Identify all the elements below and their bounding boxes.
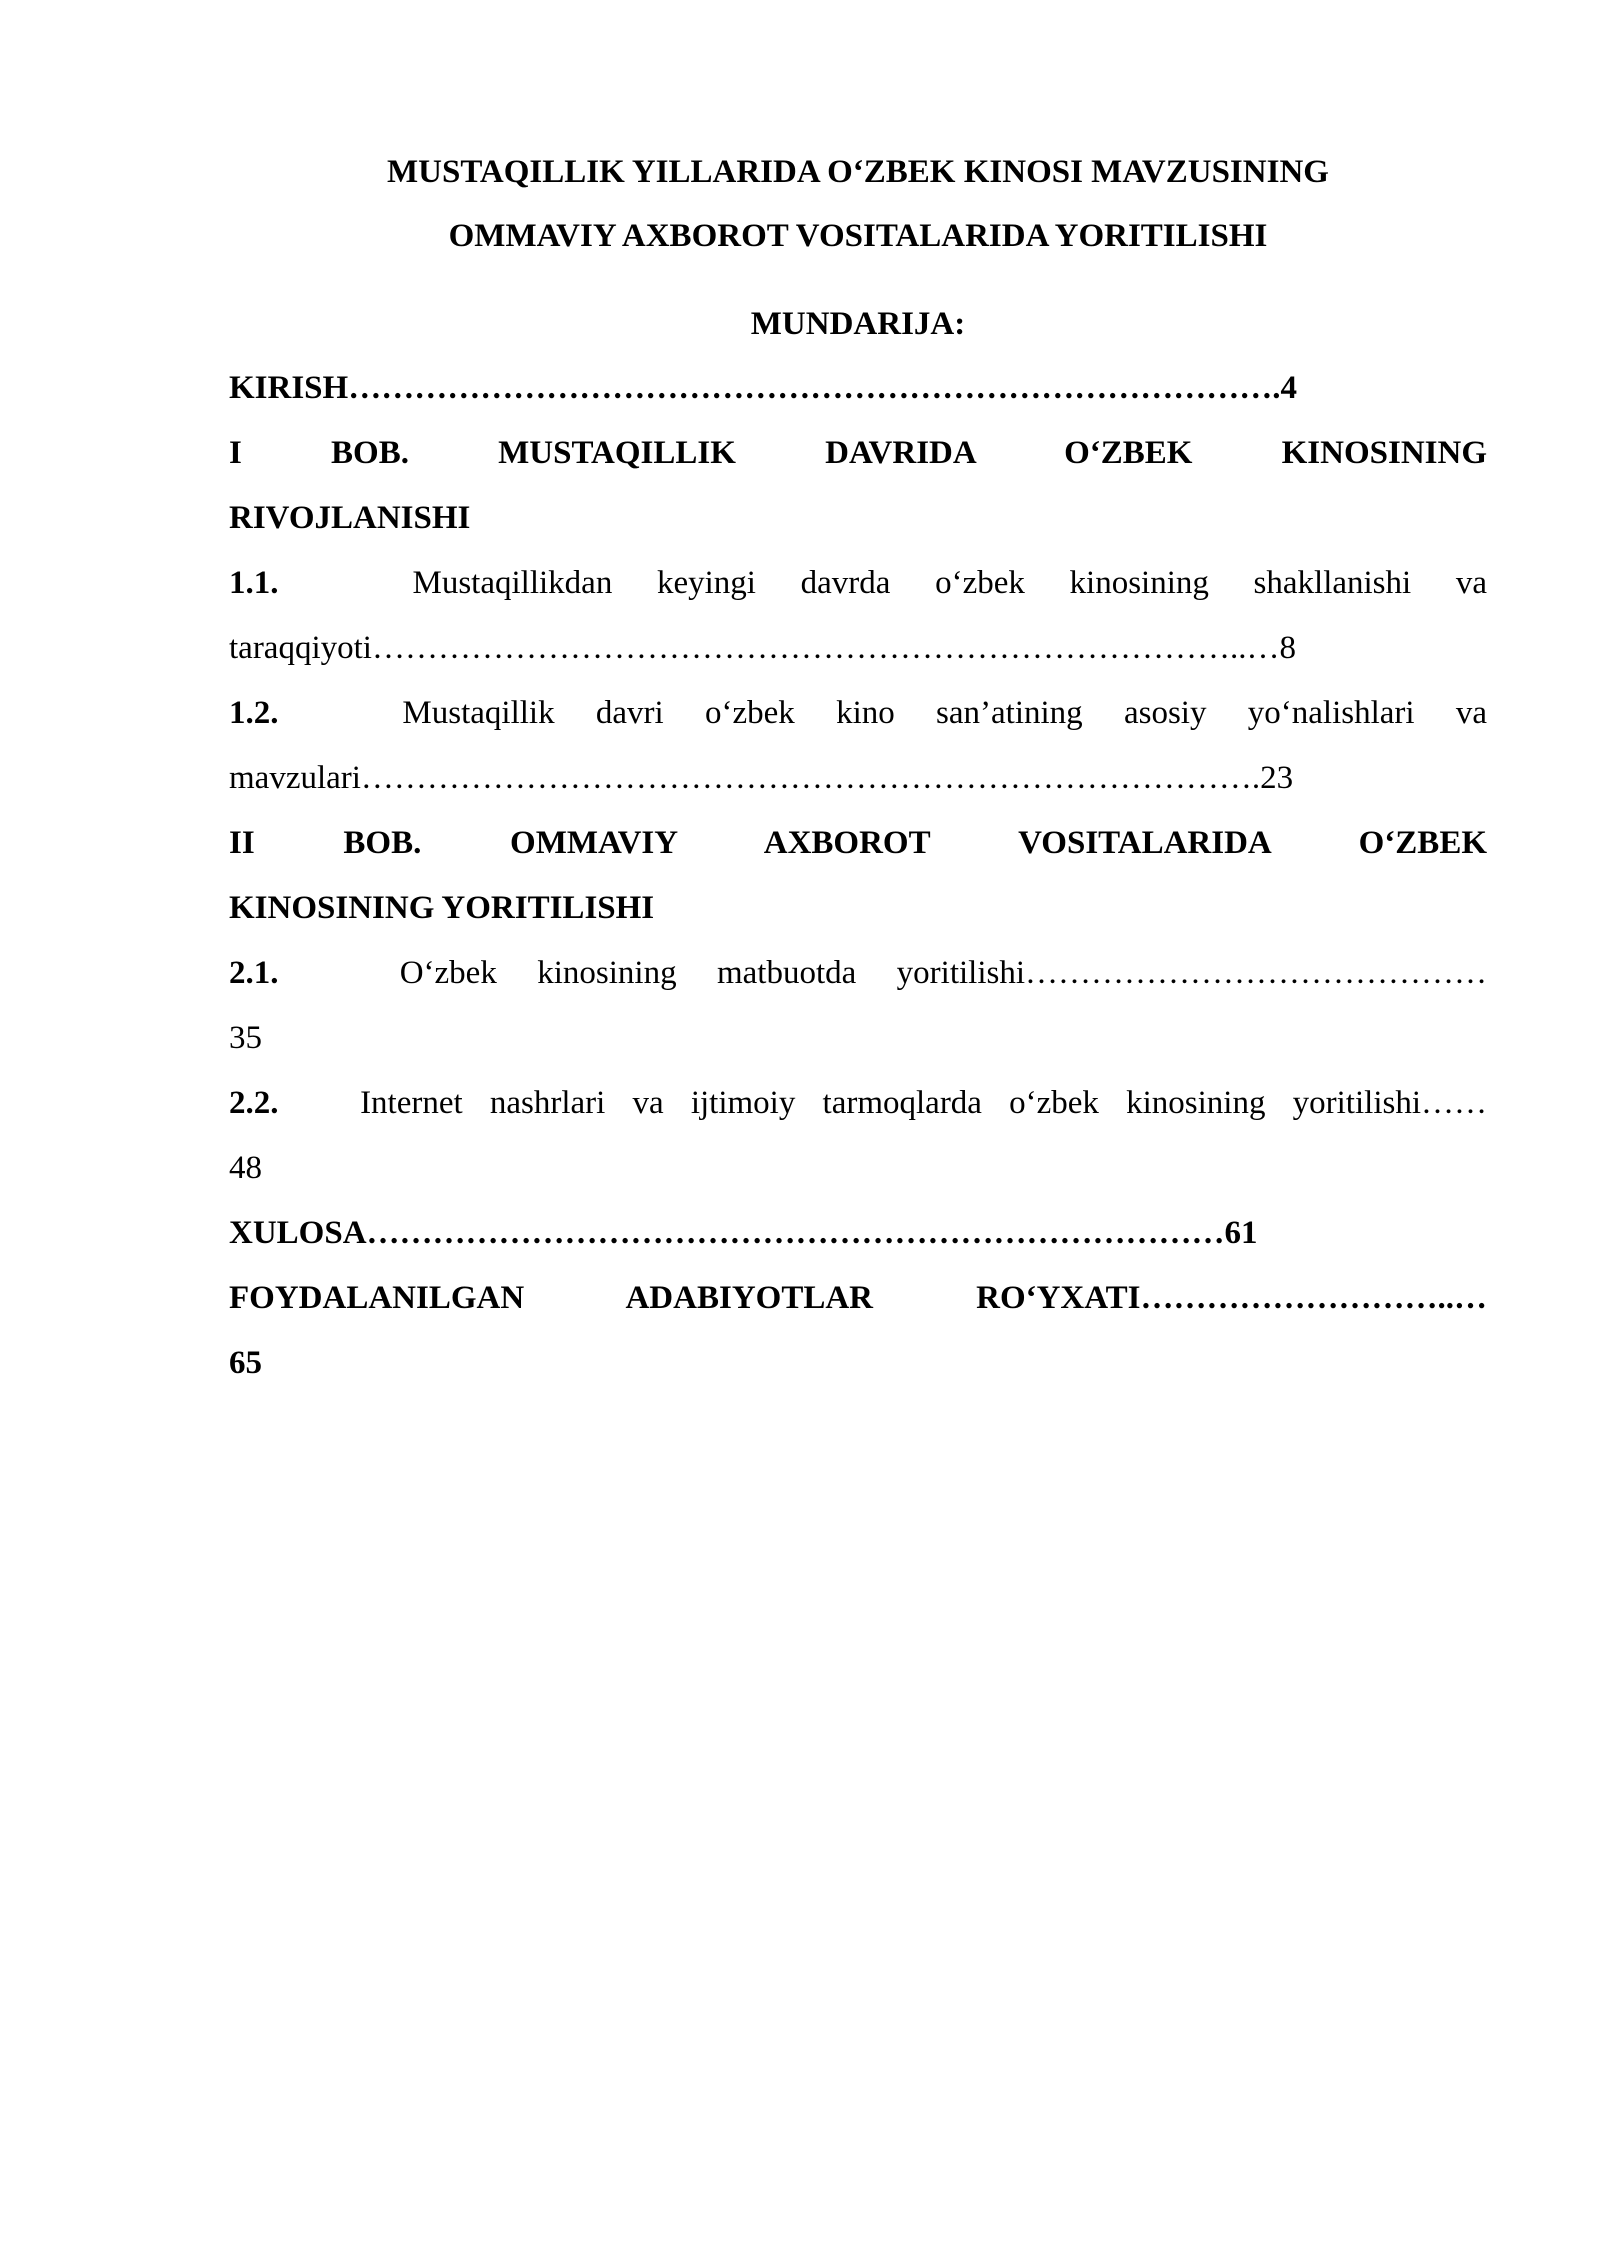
document-title-line-2: OMMAVIY AXBOROT VOSITALARIDA YORITILISHI (448, 218, 1268, 254)
toc-entry-2-1 (229, 941, 1487, 1006)
toc-entry-1-1-title: Mustaqillikdan keyingi davrda o‘zbek kinosining shakllanishi va (412, 565, 1487, 601)
toc-entry-conclusion: XULOSA……………………………………………………………………61 (229, 1215, 1258, 1251)
contents-heading: MUNDARIJA: (750, 306, 966, 342)
toc-entry-2-2-number: 2.2. (229, 1085, 279, 1121)
document-page (229, 140, 1487, 1396)
toc-entry-references: FOYDALANILGAN ADABIYOTLAR RO‘YXATI………………………..… (229, 1280, 1487, 1316)
toc-entry-2-1-title: O‘zbek kinosining matbuotda yoritilishi…………………………………… (399, 955, 1488, 991)
toc-chapter-2-title-continued: KINOSINING YORITILISHI (229, 890, 655, 926)
toc-entry-2-1-page: 35 (229, 1020, 262, 1056)
toc-entry-2-1-number: 2.1. (229, 955, 279, 991)
toc-entry-1-2-number: 1.2. (229, 695, 279, 731)
toc-entry-2-2 (229, 1071, 1487, 1136)
toc-entry-1-2 (229, 681, 1487, 746)
toc-entry-1-2-title: Mustaqillik davri o‘zbek kino san’atining asosiy yo‘nalishlari va (402, 695, 1488, 731)
table-of-contents (229, 356, 1487, 1396)
document-title-line-1: MUSTAQILLIK YILLARIDA O‘ZBEK KINOSI MAVZUSINING (387, 154, 1329, 190)
toc-entry-introduction: KIRISH………………………………………………………………………….4 (229, 370, 1297, 406)
toc-entry-1-1 (229, 551, 1487, 616)
toc-chapter-2-title: II BOB. OMMAVIY AXBOROT VOSITALARIDA O‘ZBEK (229, 825, 1487, 861)
toc-entry-2-2-page: 48 (229, 1150, 262, 1186)
toc-chapter-1-title: I BOB. MUSTAQILLIK DAVRIDA O‘ZBEK KINOSINING (229, 435, 1487, 471)
toc-entry-references-page: 65 (229, 1345, 262, 1381)
toc-entry-1-1-continued: taraqqiyoti……………………………………………………………………..…8 (229, 630, 1296, 666)
toc-entry-2-2-title: Internet nashrlari va ijtimoiy tarmoqlarda o‘zbek kinosining yoritilishi…… (360, 1085, 1487, 1121)
toc-entry-1-2-continued: mavzulari……………………………………………………………………….23 (229, 760, 1294, 796)
toc-entry-1-1-number: 1.1. (229, 565, 279, 601)
toc-chapter-1-title-continued: RIVOJLANISHI (229, 500, 471, 536)
